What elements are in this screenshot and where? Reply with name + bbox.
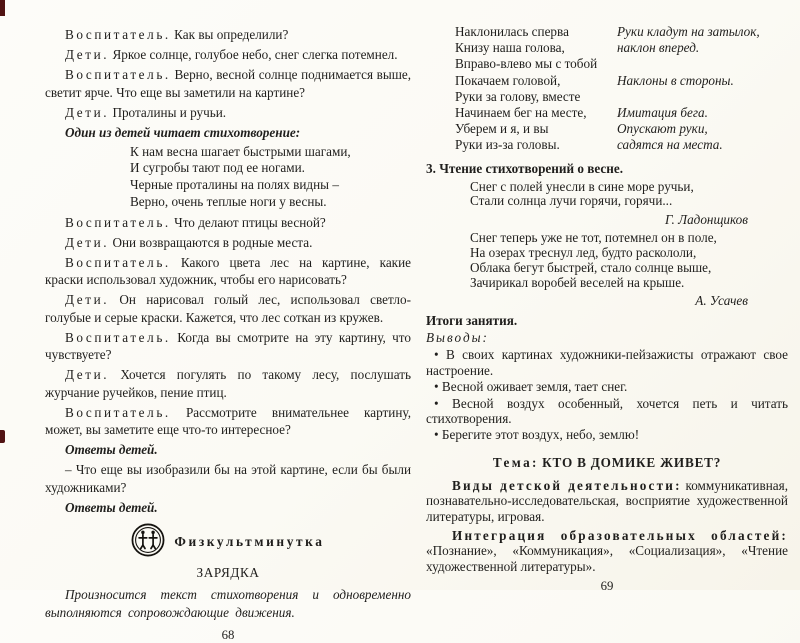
dialogue-text: Что делают птицы весной?: [174, 214, 326, 230]
exercise-verse: Начинаем бег на месте,: [455, 105, 587, 121]
exercise-verse: Руки за голову, вместе: [455, 88, 581, 104]
bullet-item: [426, 427, 788, 442]
activities-label: Виды детской деятельности:: [452, 477, 682, 493]
bullet-text: Весной оживает земля, тает снег.: [441, 379, 628, 395]
dash-question: – Что еще вы изобразили бы на этой картине, если бы были художниками?: [45, 462, 411, 495]
speaker-name: Дети.: [65, 47, 110, 62]
integration-text: «Познание», «Коммуникация», «Социализация», «Чтение художественной литературы».: [426, 543, 788, 574]
bullet-marker: •: [434, 395, 439, 411]
poem-line: К нам весна шагает быстрыми шагами,: [130, 143, 351, 159]
exercise-row: [455, 121, 788, 137]
scan-artifact: [0, 0, 5, 16]
bullet-item: [426, 396, 788, 427]
exercise-row: [455, 40, 788, 56]
fizkultminutka-header: [45, 523, 411, 561]
bullet-text: Берегите этот воздух, небо, землю!: [441, 427, 640, 443]
exercise-action: Руки кладут на затылок,: [617, 24, 760, 39]
poem-line: Снег теперь уже не тот, потемнел он в поле,: [470, 230, 717, 246]
dialogue-paragraph: [45, 46, 411, 64]
dialogue-paragraph: [45, 234, 411, 252]
speaker-name: Дети.: [65, 367, 110, 383]
poem-line: Облака бегут быстрей, стало солнце выше,: [470, 259, 712, 275]
speaker-name: Дети.: [65, 292, 110, 308]
speaker-name: Воспитатель.: [65, 329, 171, 345]
activities-text: коммуникативная, познавательно-исследовательская, восприятие художественной литературы, игровая.: [426, 477, 788, 525]
dialogue-text: Как вы определили?: [174, 27, 289, 42]
poem-line: Верно, очень теплые ноги у весны.: [130, 193, 327, 209]
exercise-action: Наклоны в стороны.: [617, 72, 734, 88]
speaker-name: Дети.: [65, 104, 110, 120]
exercise-row: [455, 137, 788, 153]
speaker-name: Воспитатель.: [65, 67, 171, 82]
exercise-verse: Наклонилась сперва: [455, 24, 569, 39]
topic-title: КТО В ДОМИКЕ ЖИВЕТ?: [542, 454, 722, 470]
exercise-verse: Книзу наша голова,: [455, 40, 565, 56]
bullet-item: [426, 379, 788, 394]
children-answers: Ответы детей.: [65, 499, 158, 515]
exercise-row: [455, 24, 788, 40]
poem-line: Черные проталины на полях видны –: [130, 177, 339, 193]
integration-paragraph: [426, 528, 788, 575]
speaker-name: Воспитатель.: [65, 254, 171, 270]
poem-block: [470, 180, 788, 210]
speaker-name: Дети.: [65, 234, 110, 250]
fizkultminutka-label: Физкультминутка: [174, 534, 325, 550]
dialogue-text: Они возвращаются в родные места.: [112, 234, 313, 250]
bullet-text: Весной воздух особенный, хочется петь и читать стихотворения.: [426, 395, 789, 427]
exercise-action: наклон вперед.: [617, 40, 700, 56]
bullet-marker: •: [434, 379, 439, 395]
children-answers: Ответы детей.: [65, 442, 158, 458]
dialogue-text: Когда вы смотрите на эту картину, что чувствуете?: [45, 329, 411, 363]
exercise-action: Имитация бега.: [617, 105, 708, 121]
dialogue-text: Хочется погулять по такому лесу, послушать журчание ручейков, пение птиц.: [45, 367, 412, 400]
speaker-name: Воспитатель.: [65, 404, 171, 420]
speaker-name: Воспитатель.: [65, 214, 171, 230]
poem-line: И сугробы тают под ее ногами.: [130, 160, 305, 176]
page-number-right: 69: [600, 579, 614, 594]
stage-direction: Один из детей читает стихотворение:: [65, 124, 301, 140]
bullet-text: В своих картинах художники-пейзажисты отражают свое настроение.: [426, 347, 788, 378]
bullet-marker: •: [434, 347, 439, 363]
exercise-row: [455, 56, 788, 72]
dialogue-paragraph: [45, 104, 411, 122]
page-number-left: 68: [221, 628, 235, 643]
exercise-table: [455, 24, 788, 154]
speaker-name: Воспитатель.: [65, 27, 171, 42]
dialogue-text: Он нарисовал голый лес, использовал светло-голубые и серые краски. Кажется, что лес соткан из кружев.: [45, 292, 411, 325]
exercise-action: садятся на места.: [617, 137, 723, 153]
poem-line: Зачирикал воробей веселей на крыше.: [470, 274, 685, 290]
dialogue-text: Какого цвета лес на картине, какие краски использовал художник, чтобы его нарисовать?: [45, 254, 412, 288]
dialogue-paragraph: [45, 66, 411, 101]
dialogue-paragraph: [45, 26, 411, 44]
poem-author: Г. Ладонщиков: [665, 212, 748, 228]
zaryadka-title: ЗАРЯДКА: [196, 565, 260, 581]
poem-line: Снег с полей унесли в сине море ручьи,: [470, 178, 694, 194]
poem-block: [470, 231, 788, 290]
dialogue-text: Яркое солнце, голубое небо, снег слегка потемнел.: [112, 47, 398, 62]
exercise-figures-icon: [131, 523, 165, 561]
exercise-row: [455, 105, 788, 121]
section-heading-reading: 3. Чтение стихотворений о весне.: [426, 160, 623, 176]
dialogue-paragraph: [45, 291, 411, 326]
right-page: [426, 0, 788, 594]
exercise-verse: Вправо-влево мы с тобой: [455, 56, 598, 72]
section-heading-results: Итоги занятия.: [426, 313, 518, 329]
activities-paragraph: [426, 478, 788, 525]
topic-label: Тема:: [492, 454, 539, 470]
exercise-row: [455, 89, 788, 105]
exercise-verse: Покачаем головой,: [455, 72, 561, 88]
exercise-row: [455, 73, 788, 89]
dialogue-paragraph: [45, 366, 411, 401]
exercise-verse: Руки из-за головы.: [455, 137, 560, 153]
bullet-item: [426, 347, 788, 378]
integration-label: Интеграция образовательных областей:: [452, 527, 788, 543]
left-page: [45, 0, 411, 643]
conclusions-label: Выводы:: [426, 330, 489, 346]
dialogue-paragraph: [45, 214, 411, 232]
poem-block: [130, 144, 411, 211]
poem-line: На озерах треснул лед, будто раскололи,: [470, 245, 697, 261]
dialogue-text: Верно, весной солнце поднимается выше, светит ярче. Что еще вы заметили на картине?: [45, 67, 411, 100]
dialogue-text: Рассмотрите внимательнее картину, может, вы заметите еще что-то интересное?: [45, 404, 411, 438]
exercise-verse: Уберем и я, и вы: [455, 121, 549, 137]
zaryadka-note: Произносится текст стихотворения и одновременно выполняются сопровождающие движения.: [45, 587, 411, 620]
dialogue-paragraph: [45, 329, 411, 364]
bullet-marker: •: [434, 427, 439, 443]
dialogue-text: Проталины и ручьи.: [112, 104, 227, 120]
dialogue-paragraph: [45, 404, 411, 439]
topic-heading: [426, 454, 788, 471]
poem-line: Стали солнца лучи горячи, горячи...: [470, 193, 673, 209]
poem-author: А. Усачев: [695, 293, 748, 309]
dialogue-paragraph: [45, 254, 411, 289]
scan-artifact: [0, 430, 5, 443]
exercise-action: Опускают руки,: [617, 121, 708, 137]
